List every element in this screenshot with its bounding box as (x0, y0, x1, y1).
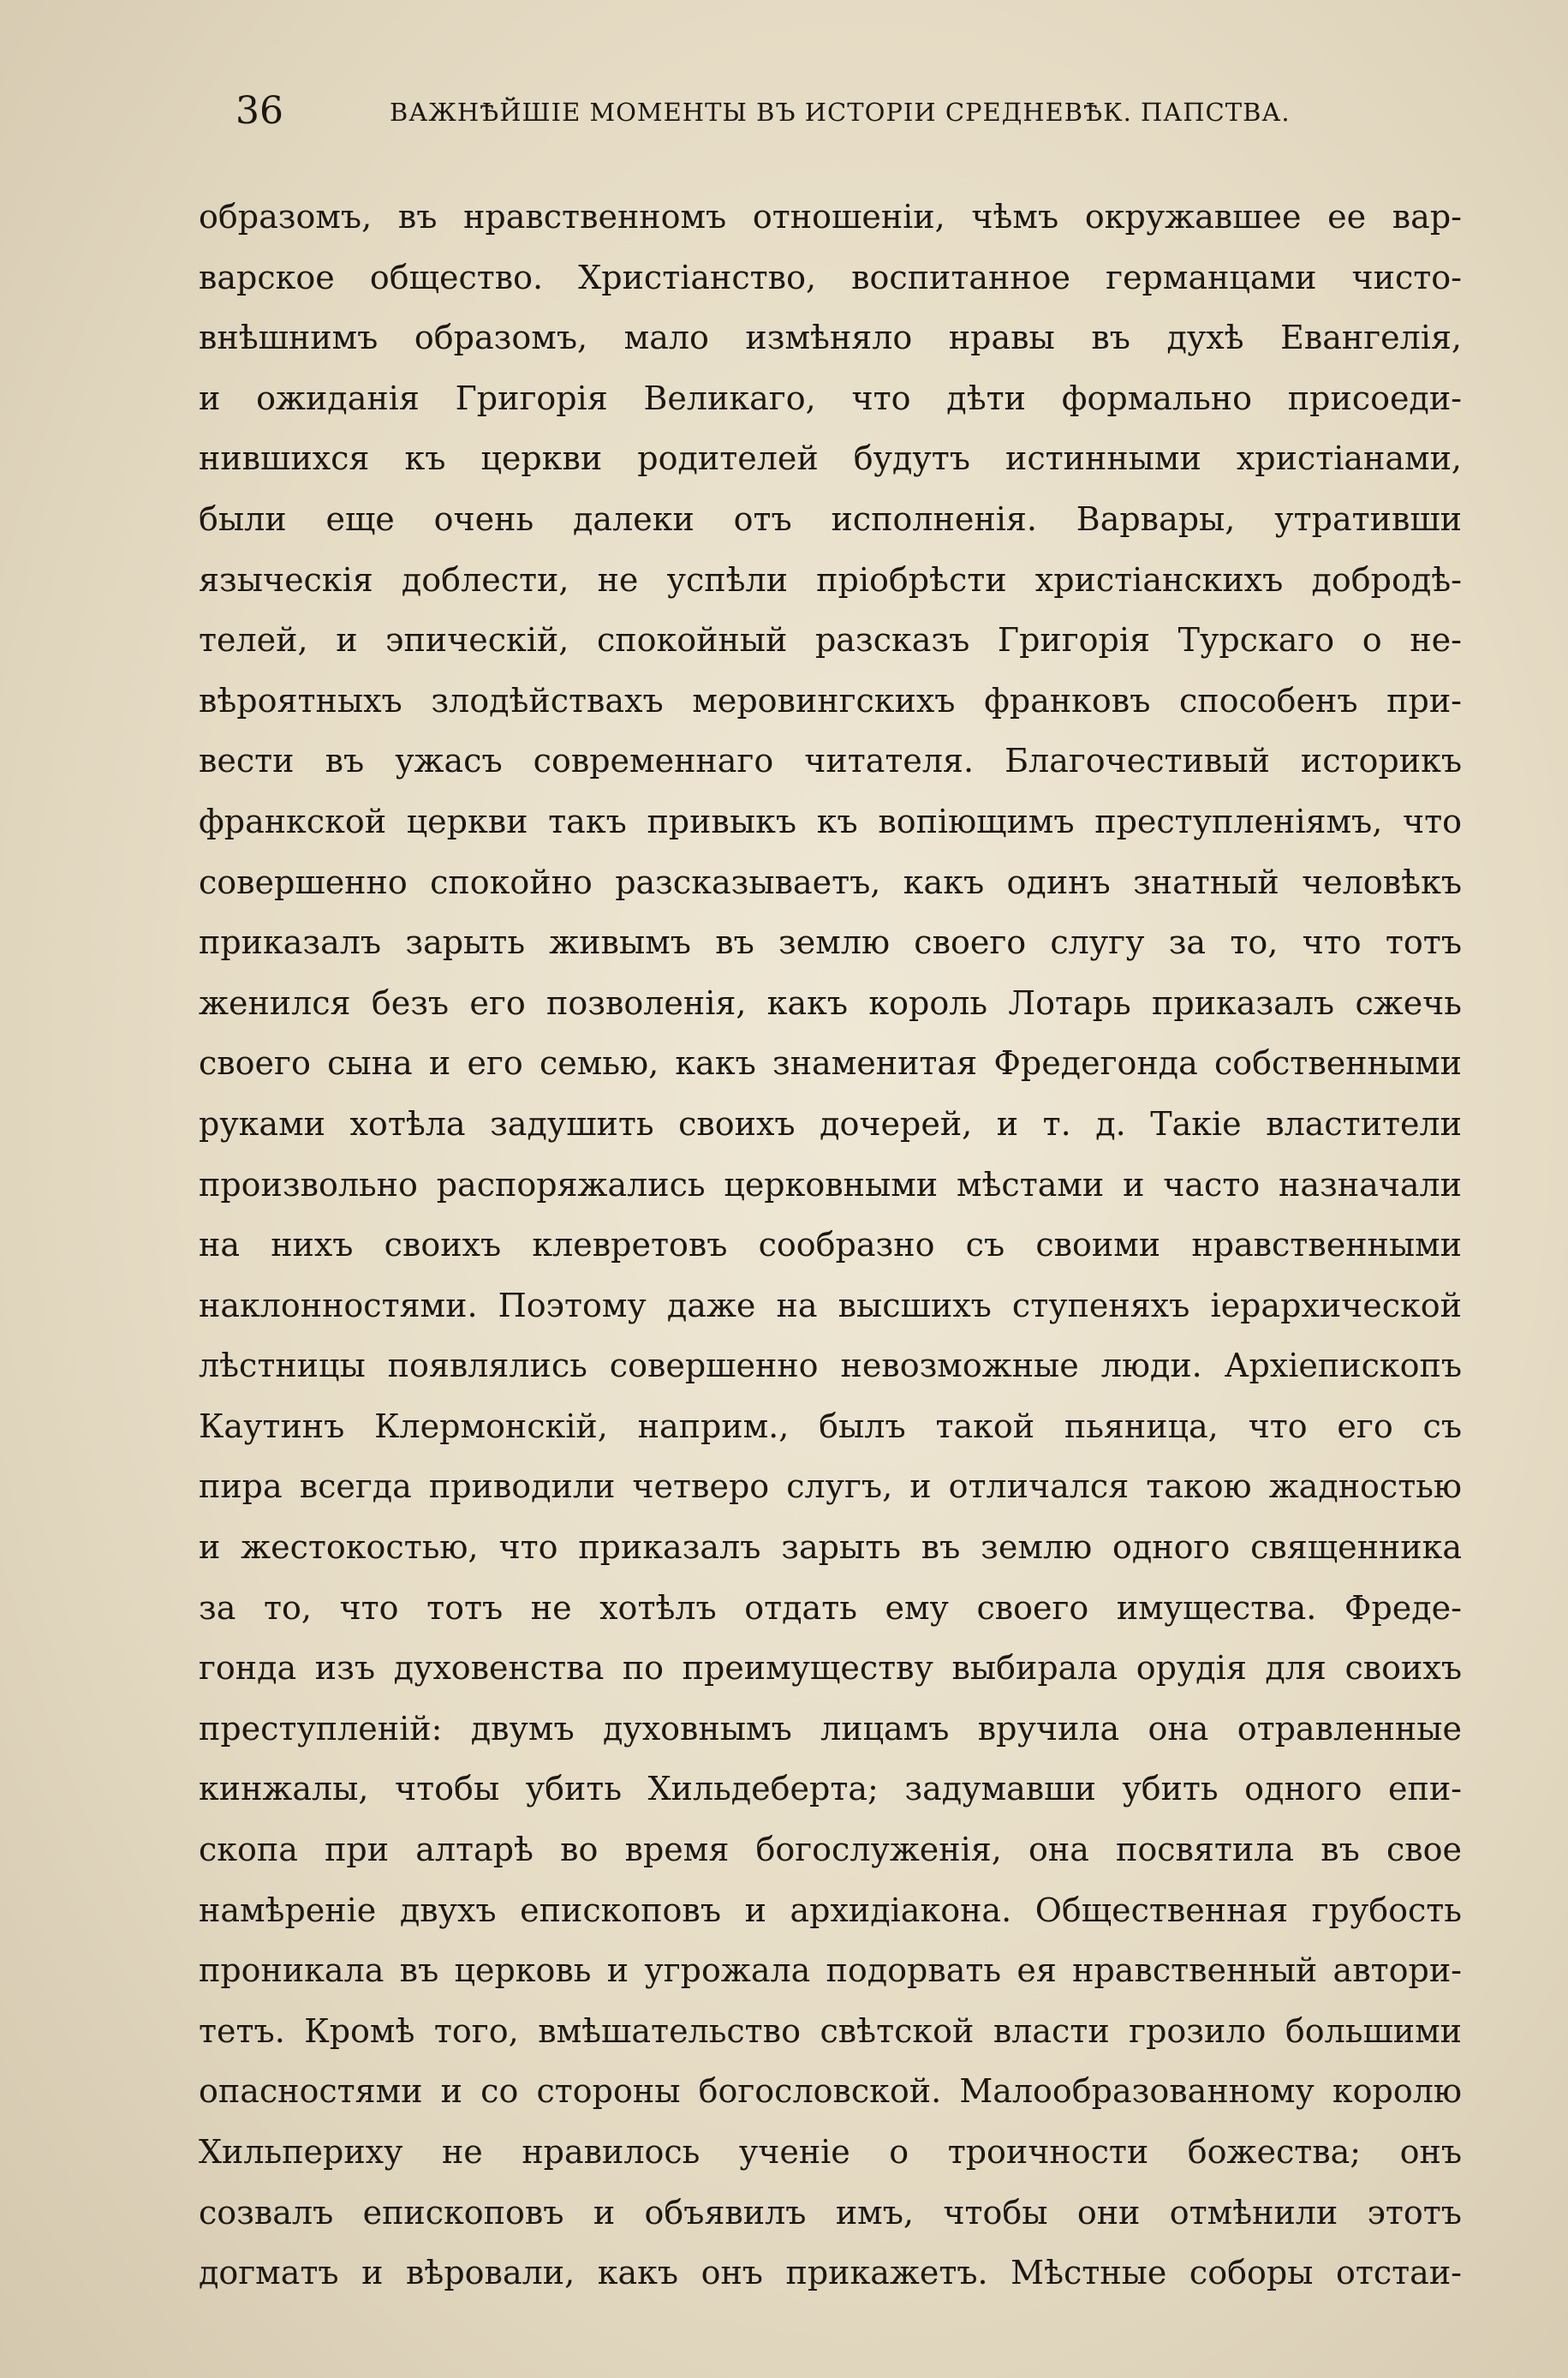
text-line: пира всегда приводили четверо слугъ, и отличался такою жадностью (199, 1467, 1462, 1506)
text-line: варское общество. Христіанство, воспитанное германцами чисто- (199, 258, 1462, 296)
text-line: и жестокостью, что приказалъ зарыть въ землю одного священника (199, 1528, 1462, 1567)
text-line: вѣроятныхъ злодѣйствахъ меровингскихъ франковъ способенъ при- (199, 681, 1462, 720)
text-line: и ожиданія Григорія Великаго, что дѣти формально присоеди- (199, 379, 1462, 417)
text-line: тетъ. Кромѣ того, вмѣшательство свѣтской власти грозило большими (199, 2011, 1462, 2050)
page-header (235, 86, 1383, 137)
text-line: Каутинъ Клермонскій, наприм., былъ такой пьяница, что его съ (199, 1407, 1462, 1445)
text-line: преступленій: двумъ духовнымъ лицамъ вручила она отравленные (199, 1709, 1462, 1748)
text-line: образомъ, въ нравственномъ отношеніи, чѣмъ окружавшее ее вар- (199, 198, 1462, 236)
running-title: ВАЖНѢЙШІЕ МОМЕНТЫ ВЪ ИСТОРІИ СРЕДНЕВѢК. ПАПСТВА. (390, 98, 1291, 127)
text-line: руками хотѣла задушить своихъ дочерей, и т. д. Такіе властители (199, 1104, 1462, 1143)
text-line: языческія доблести, не успѣли пріобрѣсти христіанскихъ добродѣ- (199, 560, 1462, 599)
text-line: нившихся къ церкви родителей будутъ истинными христіанами, (199, 439, 1462, 478)
text-line: догматъ и вѣровали, какъ онъ прикажетъ. Мѣстные соборы отстаи- (199, 2254, 1462, 2292)
text-line: кинжалы, чтобы убить Хильдеберта; задумавши убить одного епи- (199, 1770, 1462, 1808)
text-line: своего сына и его семью, какъ знаменитая Фредегонда собственными (199, 1044, 1462, 1083)
text-line: вести въ ужасъ современнаго читателя. Благочестивый историкъ (199, 742, 1462, 780)
text-line: скопа при алтарѣ во время богослуженія, она посвятила въ свое (199, 1831, 1462, 1869)
text-line: внѣшнимъ образомъ, мало измѣняло нравы въ духѣ Евангелія, (199, 319, 1462, 357)
text-line: совершенно спокойно разсказываетъ, какъ одинъ знатный человѣкъ (199, 863, 1462, 901)
text-line: франкской церкви такъ привыкъ къ вопіющимъ преступленіямъ, что (199, 802, 1462, 840)
text-line: женился безъ его позволенія, какъ король Лотарь приказалъ сжечь (199, 983, 1462, 1022)
text-line: опасностями и со стороны богословской. Малообразованному королю (199, 2072, 1462, 2111)
text-line: наклонностями. Поэтому даже на высшихъ ступеняхъ іерархической (199, 1286, 1462, 1324)
text-line: за то, что тотъ не хотѣлъ отдать ему своего имущества. Фреде- (199, 1588, 1462, 1627)
text-line: произвольно распоряжались церковными мѣстами и часто назначали (199, 1165, 1462, 1204)
text-line: были еще очень далеки отъ исполненія. Варвары, утративши (199, 499, 1462, 538)
text-line: созвалъ епископовъ и объявилъ имъ, чтобы они отмѣнили этотъ (199, 2193, 1462, 2232)
text-line: проникала въ церковь и угрожала подорвать ея нравственный автори- (199, 1951, 1462, 1990)
text-line: телей, и эпическій, спокойный разсказъ Григорія Турскаго о не- (199, 621, 1462, 660)
text-line: приказалъ зарыть живымъ въ землю своего слугу за то, что тотъ (199, 923, 1462, 962)
text-line: намѣреніе двухъ епископовъ и архидіакона. Общественная грубость (199, 1891, 1462, 1929)
text-line: гонда изъ духовенства по преимуществу выбирала орудія для своихъ (199, 1649, 1462, 1688)
text-line: Хильпериху не нравилось ученіе о троичности божества; онъ (199, 2133, 1462, 2171)
page-number: 36 (235, 89, 283, 133)
text-line: на нихъ своихъ клевретовъ сообразно съ своими нравственными (199, 1226, 1462, 1264)
body-text (199, 187, 1462, 2303)
text-line: лѣстницы появлялись совершенно невозможные люди. Архіепископъ (199, 1347, 1462, 1385)
